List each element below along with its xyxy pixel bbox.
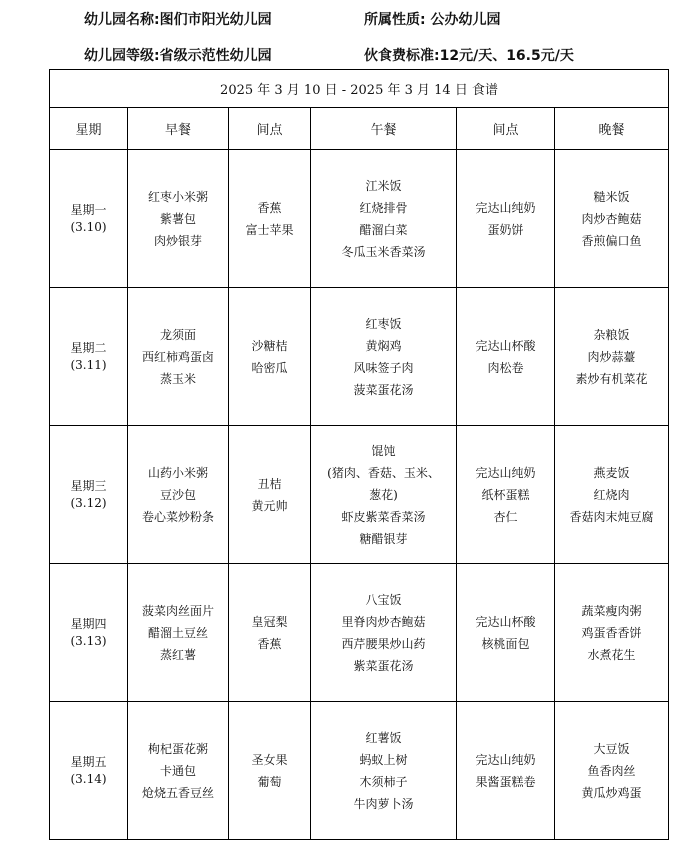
menu-item: 纸杯蛋糕 (481, 487, 530, 502)
menu-item: 皇冠梨 (251, 614, 288, 629)
kindergarten-type: 所属性质: 公办幼儿园 (364, 12, 501, 28)
menu-item: 卷心菜炒粉条 (141, 509, 214, 524)
morning-snack-cell (229, 288, 311, 426)
lunch-cell (311, 564, 457, 702)
menu-item: 果酱蛋糕卷 (475, 774, 536, 789)
menu-item: 红薯饭 (365, 730, 402, 745)
menu-item: 蚂蚁上树 (359, 752, 408, 767)
meal-fee-standard: 伙食费标准:12元/天、16.5元/天 (364, 48, 574, 64)
menu-title-row (50, 70, 669, 108)
menu-item: 完达山纯奶 (475, 752, 536, 767)
menu-item: 紫薯包 (159, 211, 196, 226)
lunch-cell (311, 288, 457, 426)
day-row (50, 288, 669, 426)
header-weekday: 星期 (50, 108, 128, 150)
menu-item: 鱼香肉丝 (587, 763, 636, 778)
header-snack-afternoon: 间点 (457, 108, 555, 150)
afternoon-snack-cell (457, 564, 555, 702)
menu-item: 圣女果 (251, 752, 288, 767)
menu-item: 肉炒蒜薹 (587, 349, 636, 364)
header-snack-morning: 间点 (229, 108, 311, 150)
weekday-date: (3.11) (70, 357, 107, 372)
weekday-date: (3.12) (70, 495, 107, 510)
header-breakfast: 早餐 (128, 108, 229, 150)
day-rows (50, 150, 669, 840)
menu-item: 西红柿鸡蛋卤 (141, 349, 214, 364)
menu-item: 豆沙包 (159, 487, 196, 502)
day-row (50, 426, 669, 564)
menu-item: 鸡蛋香香饼 (581, 625, 642, 640)
dinner-cell (555, 426, 669, 564)
breakfast-cell (128, 150, 229, 288)
weekday-name: 星期三 (70, 478, 107, 493)
menu-item: 肉炒杏鲍菇 (581, 211, 642, 226)
menu-item: 哈密瓜 (251, 360, 288, 375)
weekday-cell (50, 288, 128, 426)
header-row (50, 108, 669, 150)
menu-item: 紫菜蛋花汤 (353, 658, 414, 673)
kindergarten-name: 幼儿园名称:图们市阳光幼儿园 (84, 12, 272, 28)
menu-item: 木须柿子 (359, 774, 408, 789)
menu-item: 红枣小米粥 (147, 189, 208, 204)
menu-item: 肉松卷 (487, 360, 524, 375)
day-row (50, 702, 669, 840)
day-row (50, 150, 669, 288)
weekday-date: (3.10) (70, 219, 107, 234)
menu-item: 菠菜蛋花汤 (353, 382, 414, 397)
menu-item: 馄饨 (371, 443, 396, 458)
menu-item: 蒸玉米 (159, 371, 196, 386)
lunch-cell (311, 426, 457, 564)
menu-item: 蔬菜瘦肉粥 (581, 603, 642, 618)
menu-item: 龙须面 (159, 327, 196, 342)
header-dinner: 晚餐 (555, 108, 669, 150)
menu-item: 葱花) (369, 487, 398, 502)
menu-item: 黄瓜炒鸡蛋 (581, 785, 642, 800)
menu-item: 完达山纯奶 (475, 200, 536, 215)
menu-item: 红枣饭 (365, 316, 402, 331)
weekday-cell (50, 150, 128, 288)
weekday-date: (3.14) (70, 771, 107, 786)
menu-item: 富士苹果 (245, 222, 294, 237)
header-lunch: 午餐 (311, 108, 457, 150)
morning-snack-cell (229, 564, 311, 702)
weekday-cell (50, 564, 128, 702)
menu-item: 大豆饭 (593, 741, 630, 756)
menu-item: 香菇肉末炖豆腐 (569, 509, 654, 524)
morning-snack-cell (229, 702, 311, 840)
weekday-cell (50, 702, 128, 840)
breakfast-cell (128, 564, 229, 702)
info-line-1 (0, 9, 700, 31)
menu-item: 香蕉 (257, 200, 282, 215)
morning-snack-cell (229, 150, 311, 288)
menu-item: 燕麦饭 (593, 465, 630, 480)
morning-snack-cell (229, 426, 311, 564)
afternoon-snack-cell (457, 288, 555, 426)
menu-item: 黄元帅 (251, 498, 288, 513)
info-line-2 (0, 45, 700, 67)
weekday-name: 星期四 (70, 616, 107, 631)
menu-item: 水煮花生 (587, 647, 636, 662)
afternoon-snack-cell (457, 426, 555, 564)
dinner-cell (555, 288, 669, 426)
menu-item: 糙米饭 (593, 189, 630, 204)
menu-item: 沙糖桔 (251, 338, 288, 353)
breakfast-cell (128, 426, 229, 564)
menu-item: 菠菜肉丝面片 (141, 603, 214, 618)
menu-item: 蒸红薯 (159, 647, 196, 662)
menu-title: 2025 年 3 月 10 日 - 2025 年 3 月 14 日 食谱 (50, 70, 669, 108)
breakfast-cell (128, 702, 229, 840)
weekday-name: 星期一 (70, 202, 107, 217)
menu-item: 八宝饭 (365, 592, 402, 607)
menu-item: 炝烧五香豆丝 (141, 785, 214, 800)
menu-item: 冬瓜玉米香菜汤 (341, 244, 426, 259)
weekday-cell (50, 426, 128, 564)
menu-item: 蛋奶饼 (487, 222, 524, 237)
lunch-cell (311, 702, 457, 840)
menu-item: 牛肉萝卜汤 (353, 796, 414, 811)
menu-item: 核桃面包 (481, 636, 530, 651)
menu-item: 西芹腰果炒山药 (341, 636, 426, 651)
menu-item: 醋溜白菜 (359, 222, 408, 237)
weekday-date: (3.13) (70, 633, 107, 648)
menu-item: 醋溜土豆丝 (147, 625, 208, 640)
menu-item: 完达山杯酸 (475, 614, 536, 629)
menu-item: 黄焖鸡 (365, 338, 402, 353)
menu-item: 香煎偏口鱼 (581, 233, 642, 248)
menu-item: 江米饭 (365, 178, 402, 193)
menu-item: (猪肉、香菇、玉米、 (327, 465, 440, 480)
menu-item: 肉炒银芽 (153, 233, 202, 248)
menu-item: 香蕉 (257, 636, 282, 651)
menu-item: 红烧肉 (593, 487, 630, 502)
day-row (50, 564, 669, 702)
dinner-cell (555, 702, 669, 840)
menu-item: 里脊肉炒杏鲍菇 (341, 614, 426, 629)
menu-item: 葡萄 (257, 774, 282, 789)
menu-item: 山药小米粥 (147, 465, 208, 480)
menu-item: 完达山纯奶 (475, 465, 536, 480)
weekday-name: 星期五 (70, 754, 107, 769)
menu-item: 杂粮饭 (593, 327, 630, 342)
menu-item: 枸杞蛋花粥 (147, 741, 208, 756)
afternoon-snack-cell (457, 150, 555, 288)
menu-item: 丑桔 (257, 476, 282, 491)
menu-item: 卡通包 (159, 763, 196, 778)
menu-item: 糖醋银芽 (359, 531, 408, 546)
lunch-cell (311, 150, 457, 288)
menu-item: 虾皮紫菜香菜汤 (341, 509, 426, 524)
menu-item: 素炒有机菜花 (575, 371, 648, 386)
weekday-name: 星期二 (70, 340, 107, 355)
menu-item: 红烧排骨 (359, 200, 408, 215)
dinner-cell (555, 150, 669, 288)
menu-item: 风味签子肉 (353, 360, 414, 375)
dinner-cell (555, 564, 669, 702)
weekly-menu-table (49, 69, 669, 840)
menu-item: 完达山杯酸 (475, 338, 536, 353)
menu-item: 杏仁 (493, 509, 518, 524)
afternoon-snack-cell (457, 702, 555, 840)
breakfast-cell (128, 288, 229, 426)
kindergarten-level: 幼儿园等级:省级示范性幼儿园 (84, 48, 272, 64)
